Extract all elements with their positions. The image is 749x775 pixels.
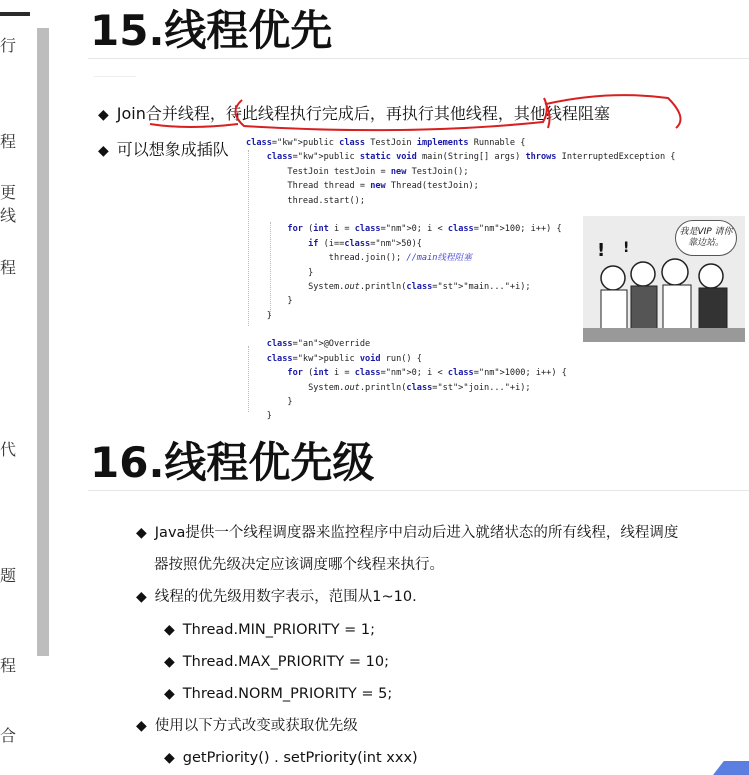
diamond-bullet-icon: ◆: [136, 589, 147, 606]
section-16-divider: [88, 490, 749, 491]
code-line: for (int i = class="nm">0; i < class="nm">100; i++) {: [287, 224, 562, 235]
priority-list-item: [164, 619, 375, 641]
code-line: if (i==class="nm">50){: [308, 238, 422, 249]
code-line: [246, 208, 586, 222]
diamond-bullet-icon: ◆: [136, 718, 147, 735]
corner-decoration: [713, 761, 749, 775]
priority-list-text: Java提供一个线程调度器来监控程序中启动后进入就绪状态的所有线程，线程调度: [154, 525, 679, 541]
sidebar-fragment[interactable]: 题: [0, 566, 17, 585]
code-line: class="kw">public static void main(String[] args) throws InterruptedException {: [266, 152, 676, 163]
code-line: System.out.println(class="st">"join..."+i);: [246, 382, 531, 393]
diamond-bullet-icon: ◆: [164, 621, 175, 638]
priority-list-item: [154, 554, 444, 576]
priority-list-item: [136, 522, 678, 544]
priority-list-item: [164, 683, 392, 705]
priority-list-text: getPriority() . setPriority(int xxx): [182, 750, 418, 767]
svg-text:!: !: [597, 240, 606, 261]
section-15-title: 15.线程优先: [90, 6, 333, 55]
code-line: }: [246, 397, 293, 408]
code-block: [246, 136, 676, 422]
sidebar: [0, 0, 50, 775]
red-annotation-underline: [148, 88, 688, 134]
code-line: [246, 323, 586, 337]
indent-guide: [248, 150, 249, 326]
sidebar-fragment[interactable]: 合: [0, 726, 17, 745]
code-line: }: [246, 296, 293, 307]
sidebar-scrollbar[interactable]: [37, 28, 49, 656]
code-line: class="kw">public void run() {: [266, 353, 422, 364]
diamond-bullet-icon: ◆: [164, 653, 175, 670]
indent-guide: [270, 222, 271, 314]
priority-list-item: [164, 747, 418, 769]
diamond-bullet-icon: ◆: [136, 525, 147, 541]
bullet-queue-text: 可以想象成插队: [116, 140, 229, 159]
priority-list-text: Thread.MIN_PRIORITY = 1;: [182, 621, 376, 638]
priority-list-text: 器按照优先级决定应该调度哪个线程来执行。: [154, 557, 444, 574]
sidebar-fragment[interactable]: 更: [0, 183, 17, 202]
priority-list-text: 使用以下方式改变或获取优先级: [154, 718, 358, 735]
sidebar-top-bar: [0, 12, 30, 16]
priority-list-text: 线程的优先级用数字表示，范围从1~10.: [154, 589, 417, 606]
code-line: System.out.println(class="st">"main..."+i);: [246, 281, 531, 292]
priority-list-item: [136, 715, 358, 737]
sidebar-fragment[interactable]: 行: [0, 36, 17, 55]
sidebar-fragment[interactable]: 程: [0, 656, 17, 675]
diamond-bullet-icon: ◆: [164, 686, 175, 702]
code-line: }: [246, 267, 314, 278]
diamond-bullet-icon: ◆: [98, 107, 109, 123]
code-line: }: [246, 310, 272, 321]
priority-list-item: [136, 586, 417, 608]
code-line: class="an">@Override: [266, 339, 371, 350]
bullet-queue: [98, 139, 229, 162]
slide-rule: [94, 76, 136, 77]
cartoon-image: [583, 216, 745, 342]
sidebar-fragment[interactable]: 程: [0, 132, 17, 151]
bullet-join-text: Join合并线程，待此线程执行完成后，再执行其他线程，其他线程阻塞: [116, 104, 610, 123]
sidebar-fragment[interactable]: 线: [0, 206, 17, 225]
code-line: class="kw">public class TestJoin implements Runnable {: [246, 138, 526, 148]
priority-list-text: Thread.MAX_PRIORITY = 10;: [182, 653, 389, 670]
diamond-bullet-icon: ◆: [98, 143, 109, 159]
sidebar-fragment[interactable]: 代: [0, 440, 17, 459]
svg-text:!: !: [623, 240, 630, 256]
diamond-bullet-icon: ◆: [164, 750, 175, 767]
code-line: }: [246, 411, 272, 422]
code-line: thread.join(); //main线程阻塞: [246, 253, 472, 264]
code-line: Thread thread = new Thread(testJoin);: [246, 181, 479, 192]
priority-list-text: Thread.NORM_PRIORITY = 5;: [182, 686, 393, 702]
speech-bubble: 我是VIP 请你靠边站。: [675, 220, 737, 256]
priority-list-item: [164, 651, 389, 673]
code-line: thread.start();: [246, 195, 365, 206]
section-15-divider: [88, 58, 749, 59]
sidebar-fragment[interactable]: 程: [0, 258, 17, 277]
code-lines: [246, 136, 676, 424]
section-16-title: 16.线程优先级: [90, 438, 375, 487]
indent-guide: [248, 346, 249, 412]
code-line: for (int i = class="nm">0; i < class="nm">1000; i++) {: [287, 368, 567, 379]
code-line: TestJoin testJoin = new TestJoin();: [246, 166, 469, 177]
